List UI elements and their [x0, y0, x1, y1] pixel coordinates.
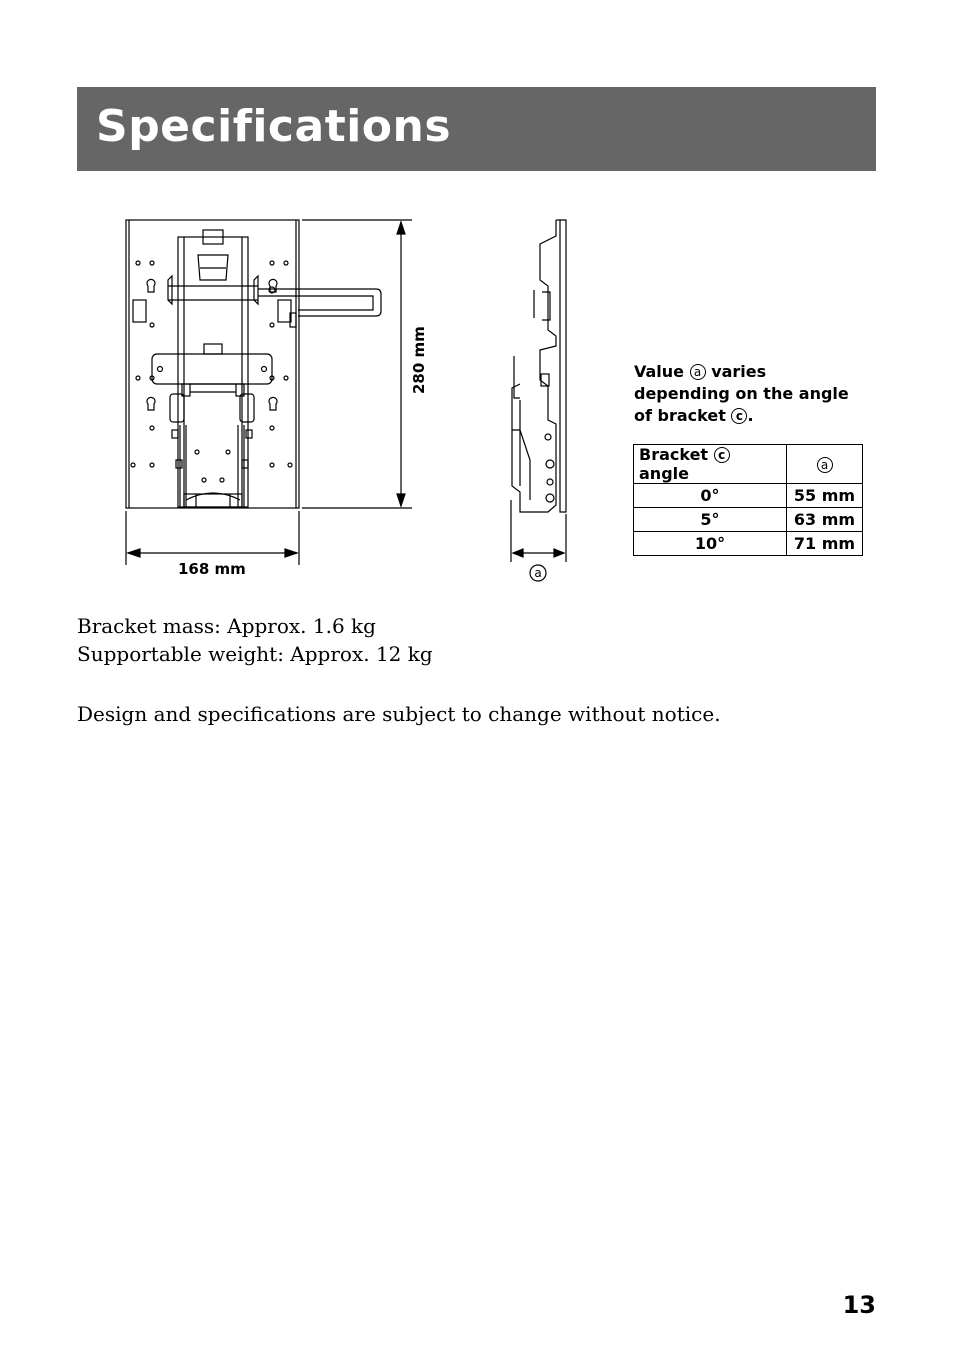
angle-cell: 5° — [634, 508, 787, 532]
header-bracket-angle: Bracket c angle — [634, 445, 787, 484]
header-marker-c: c — [714, 447, 730, 463]
header-marker-a: a — [817, 457, 833, 473]
header-a — [787, 445, 863, 484]
width-label: 168 mm — [178, 560, 246, 578]
marker-a: a — [690, 364, 706, 380]
table-row — [634, 508, 863, 532]
note-suffix: . — [747, 406, 754, 425]
bracket-mass: Bracket mass: Approx. 1.6 kg — [77, 614, 376, 638]
side-marker: a — [534, 566, 542, 580]
angle-table — [633, 444, 863, 556]
page-title: Specifications — [96, 101, 452, 152]
note-prefix: Value — [634, 362, 685, 381]
width-dimension — [126, 511, 299, 565]
change-notice: Design and specifications are subject to change without notice. — [77, 702, 721, 726]
value-cell: 55 mm — [787, 484, 863, 508]
front-view — [126, 220, 381, 508]
supportable-weight: Supportable weight: Approx. 12 kg — [77, 642, 433, 666]
height-dimension — [302, 220, 412, 508]
angle-note — [634, 361, 864, 427]
value-cell: 71 mm — [787, 532, 863, 556]
side-view — [512, 220, 566, 512]
angle-cell: 10° — [634, 532, 787, 556]
value-cell: 63 mm — [787, 508, 863, 532]
height-label: 280 mm — [410, 326, 428, 394]
table-header-row — [634, 445, 863, 484]
note-middle: varies depending on the angle of bracket — [634, 362, 849, 425]
page-number: 13 — [842, 1291, 876, 1319]
table-row — [634, 532, 863, 556]
angle-cell: 0° — [634, 484, 787, 508]
table-row — [634, 484, 863, 508]
marker-c: c — [731, 408, 747, 424]
